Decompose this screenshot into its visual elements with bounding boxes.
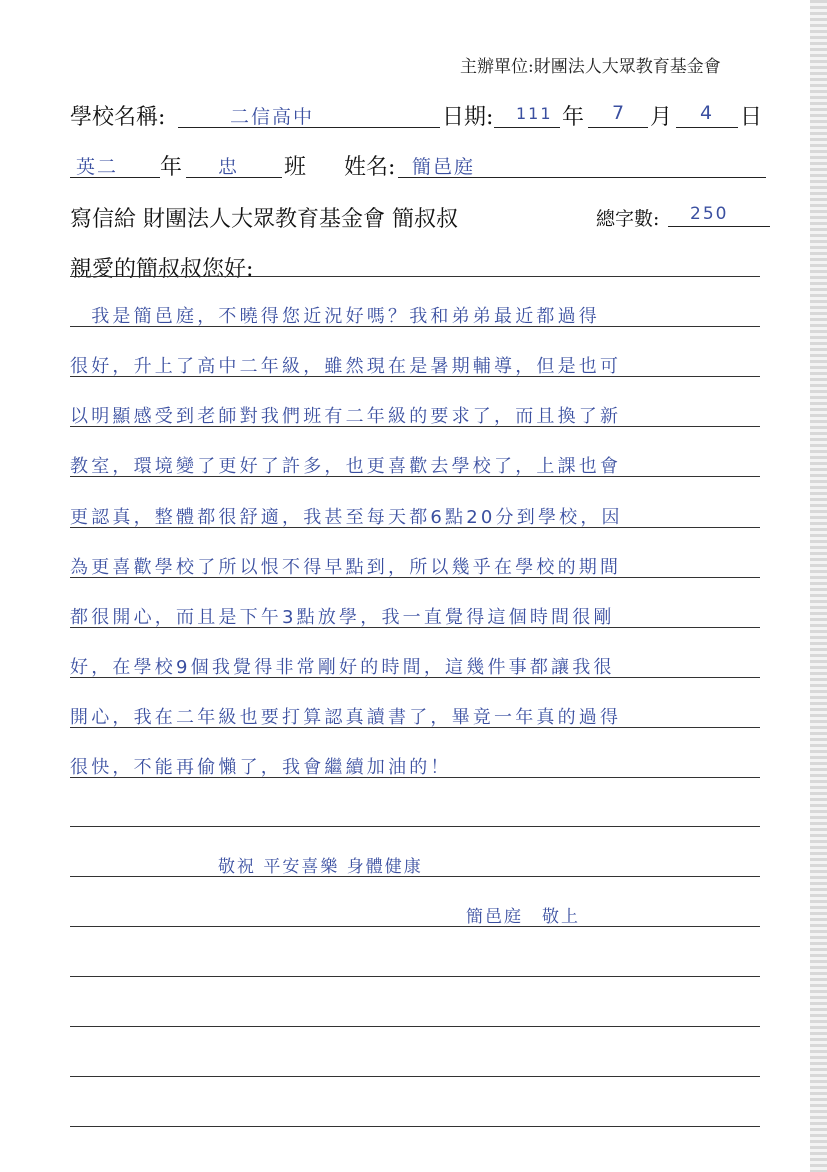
ruled-line xyxy=(70,1076,760,1077)
ruled-line xyxy=(70,476,760,477)
school-label: 學校名稱: xyxy=(70,105,166,130)
letter-line: 我是簡邑庭，不曉得您近況好嗎？我和弟弟最近都過得 xyxy=(70,306,600,327)
class-label: 班 xyxy=(284,155,307,180)
ruled-line xyxy=(70,826,760,827)
year-value: 111 xyxy=(516,104,553,123)
date-label: 日期: xyxy=(442,105,494,130)
signature: 簡邑庭 敬上 xyxy=(466,907,580,927)
ruled-line xyxy=(70,577,760,578)
closing-blessing: 敬祝 平安喜樂 身體健康 xyxy=(218,857,423,877)
school-value: 二信高中 xyxy=(230,106,315,128)
letter-line: 很快，不能再偷懶了，我會繼續加油的！ xyxy=(70,757,452,778)
class-value: 忠 xyxy=(218,156,240,178)
day-underline xyxy=(676,127,738,128)
year-underline xyxy=(494,127,560,128)
ruled-line xyxy=(70,627,760,628)
ruled-line xyxy=(70,876,760,877)
ruled-line xyxy=(70,527,760,528)
month-underline xyxy=(588,127,648,128)
letter-line: 都很開心，而且是下午3點放學，我一直覺得這個時間很剛 xyxy=(70,607,615,628)
letter-line: 為更喜歡學校了所以恨不得早點到，所以幾乎在學校的期間 xyxy=(70,557,622,578)
name-label: 姓名: xyxy=(344,155,396,180)
ruled-line xyxy=(70,976,760,977)
grade-label: 年 xyxy=(160,155,183,180)
ruled-line xyxy=(70,1026,760,1027)
scan-edge xyxy=(810,0,827,1172)
letter-line: 好，在學校9個我覺得非常剛好的時間，這幾件事都讓我很 xyxy=(70,657,615,678)
ruled-line xyxy=(70,426,760,427)
letter-line: 教室，環境變了更好了許多，也更喜歡去學校了，上課也會 xyxy=(70,456,622,477)
organizer-header: 主辦單位:財團法人大眾教育基金會 xyxy=(460,57,721,77)
ruled-line xyxy=(70,677,760,678)
day-value: 4 xyxy=(700,102,715,124)
ruled-line xyxy=(70,276,760,277)
word-count-value: 250 xyxy=(690,204,729,224)
month-value: 7 xyxy=(612,102,627,124)
year-label: 年 xyxy=(562,105,585,130)
ruled-line xyxy=(70,926,760,927)
letter-line: 很好，升上了高中二年級，雖然現在是暑期輔導，但是也可 xyxy=(70,356,622,377)
letter-line: 更認真，整體都很舒適，我甚至每天都6點20分到學校，因 xyxy=(70,507,623,528)
recipient-line: 寫信給 財團法人大眾教育基金會 簡叔叔 xyxy=(70,207,458,232)
name-value: 簡邑庭 xyxy=(412,156,476,178)
ruled-line xyxy=(70,777,760,778)
ruled-line xyxy=(70,1126,760,1127)
ruled-line xyxy=(70,376,760,377)
word-count-label: 總字數: xyxy=(596,208,660,230)
month-label: 月 xyxy=(650,105,673,130)
greeting: 親愛的簡叔叔您好: xyxy=(70,257,254,282)
day-label: 日 xyxy=(740,105,763,130)
grade-value: 英二 xyxy=(76,156,119,178)
ruled-line xyxy=(70,326,760,327)
letter-line: 開心，我在二年級也要打算認真讀書了，畢竟一年真的過得 xyxy=(70,707,622,728)
ruled-line xyxy=(70,727,760,728)
word-count-underline xyxy=(668,226,770,227)
letter-line: 以明顯感受到老師對我們班有二年級的要求了，而且換了新 xyxy=(70,406,622,427)
